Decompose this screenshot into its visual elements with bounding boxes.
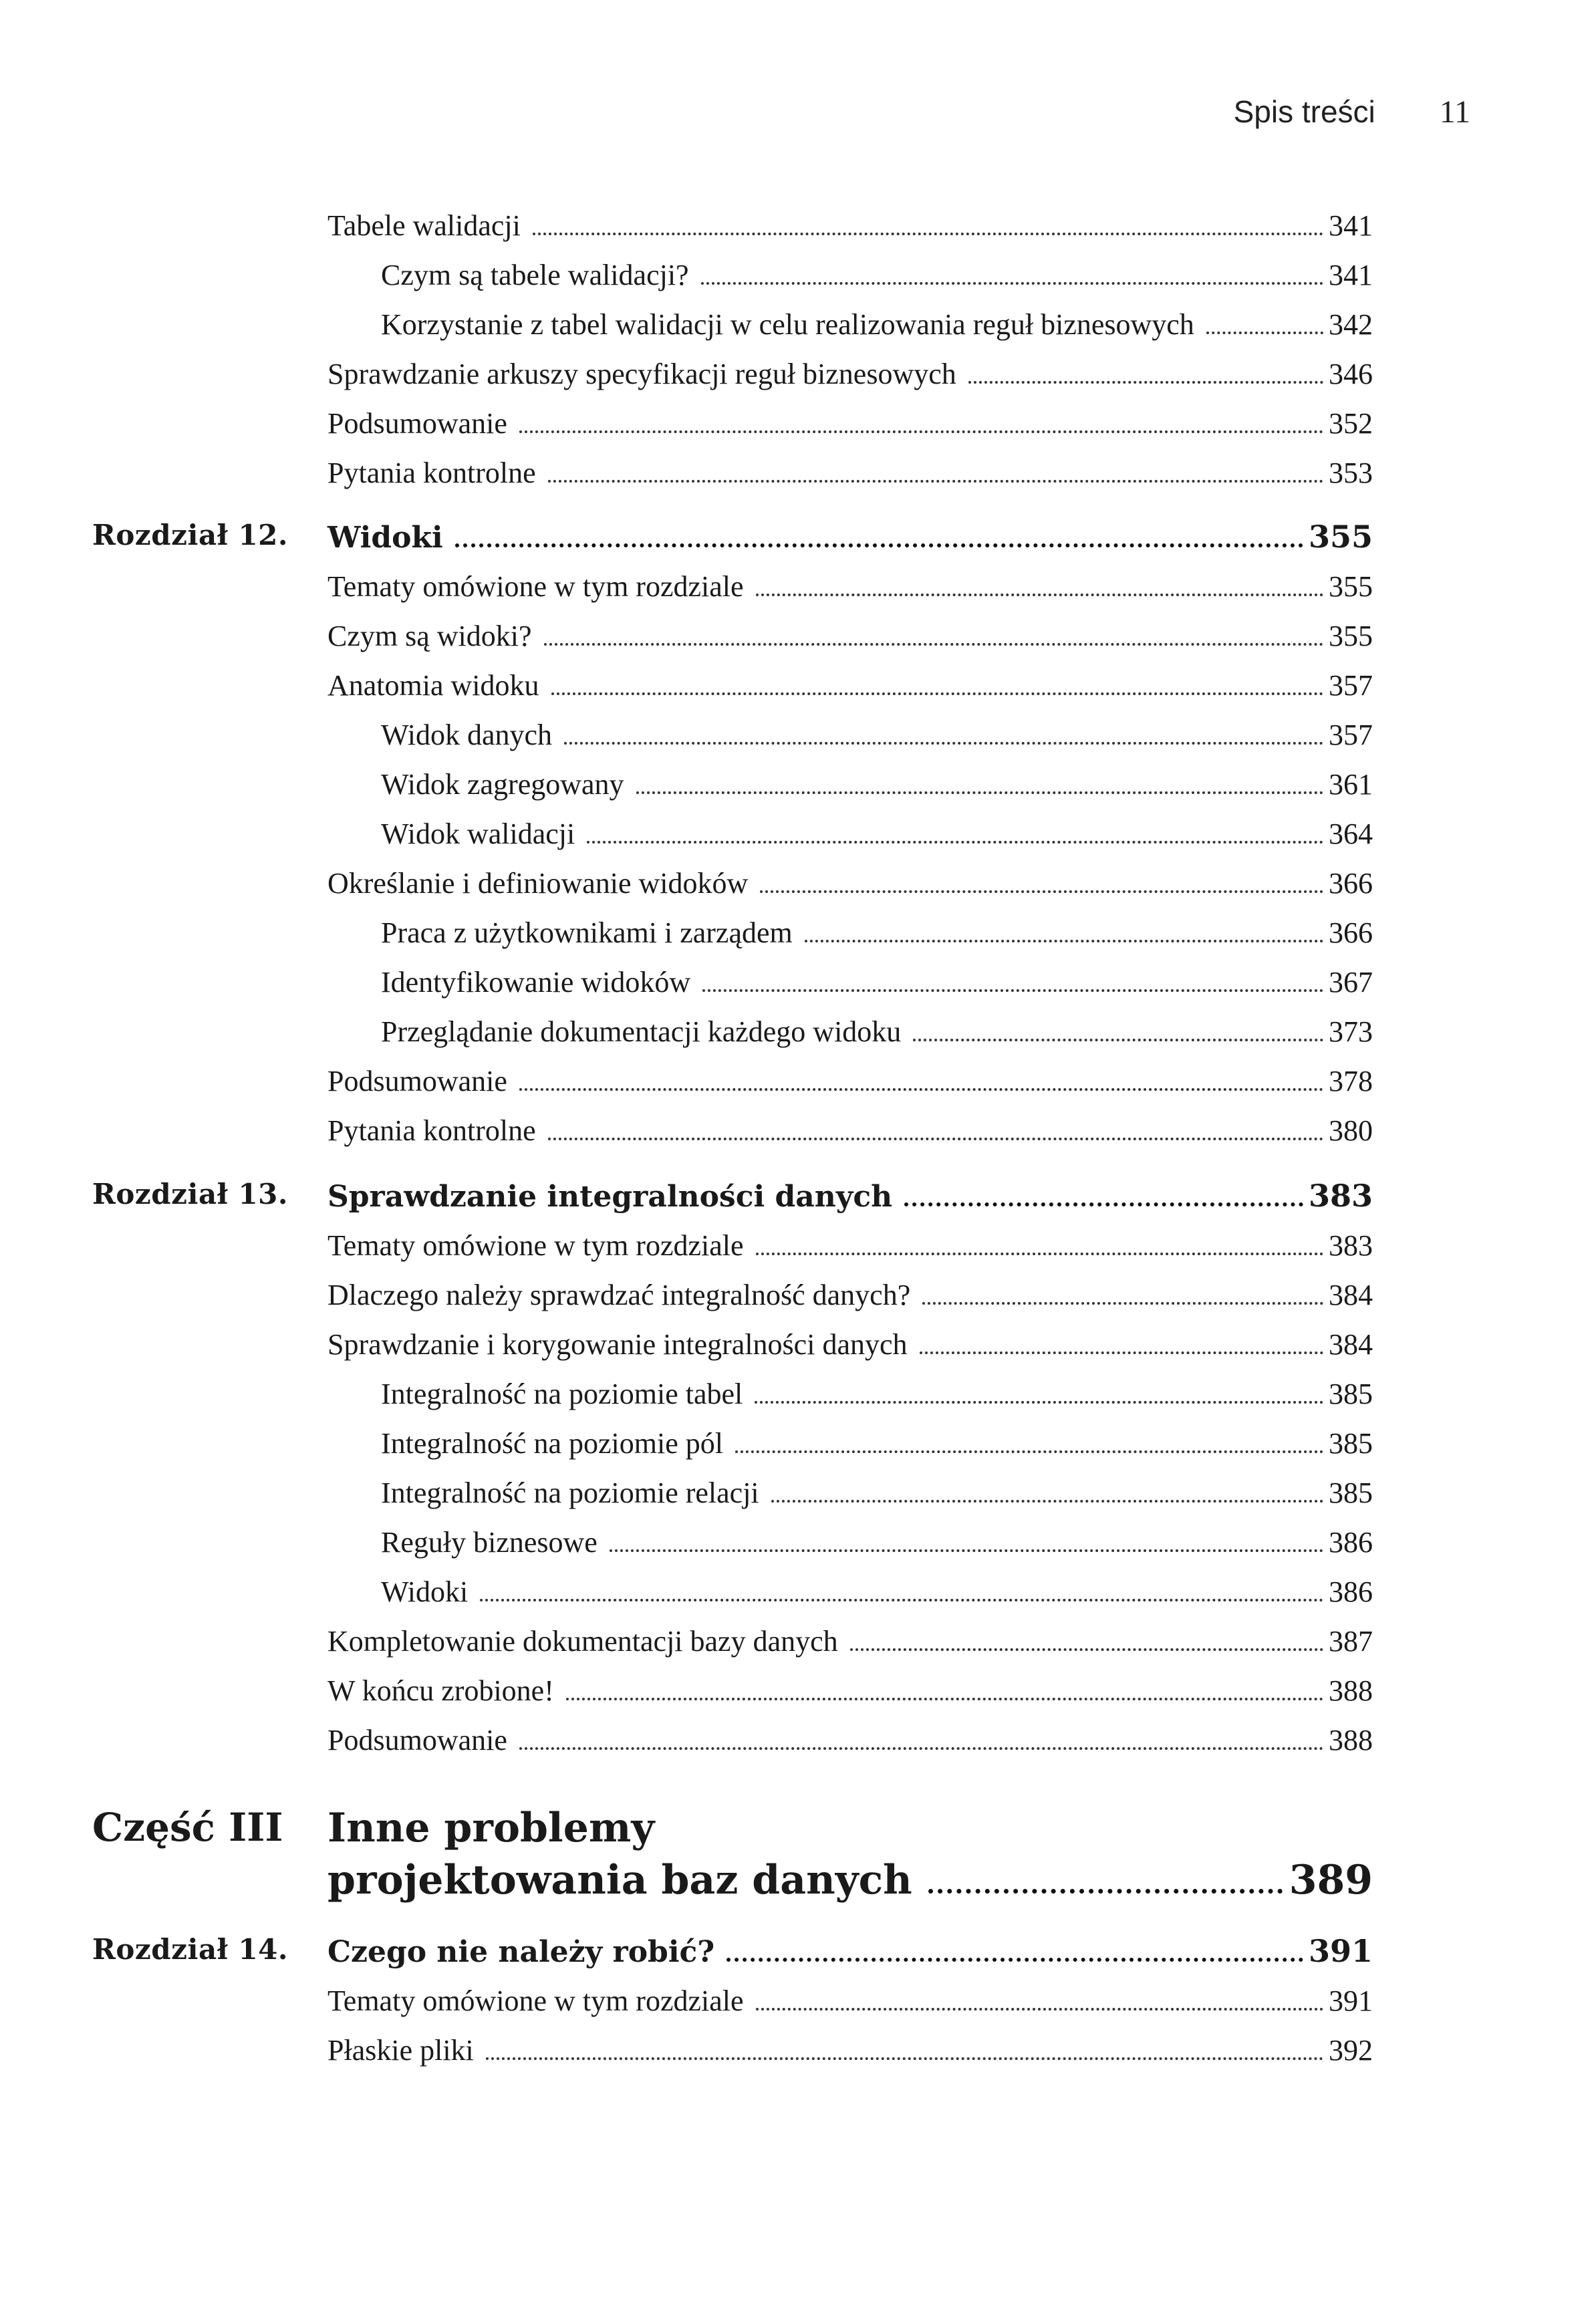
dot-leader [702, 989, 1323, 992]
toc-entry-title: Tematy omówione w tym rozdziale [327, 1984, 744, 2017]
dot-leader [1206, 332, 1323, 334]
toc-entry [327, 1327, 1373, 1362]
toc-entry [327, 1984, 1373, 2018]
dot-leader [480, 1599, 1323, 1601]
toc-entry [381, 1525, 1373, 1559]
toc-entry-title: Sprawdzanie arkuszy specyfikacji reguł biznesowych [327, 358, 956, 390]
toc-entry-title: W końcu zrobione! [327, 1674, 554, 1707]
toc-entry [381, 817, 1373, 851]
toc-entry-title: Widoki [381, 1575, 469, 1608]
chapter-label: Rozdział 13. [92, 1178, 289, 1210]
toc-entry [327, 456, 1373, 490]
toc-entry-page: 380 [1329, 1114, 1373, 1147]
dot-leader [922, 1302, 1323, 1305]
dot-leader [756, 594, 1323, 596]
toc-entry-title: Widok danych [381, 719, 553, 751]
toc-entry-title: Tematy omówione w tym rozdziale [327, 570, 744, 603]
toc-entry-page: 353 [1329, 457, 1373, 489]
toc-entry-title: Określanie i definiowanie widoków [327, 867, 749, 900]
toc-entry-title: Płaskie pliki [327, 2034, 474, 2067]
dot-leader [548, 1138, 1323, 1140]
toc-entry-page: 385 [1329, 1427, 1373, 1460]
toc-entry-page: 364 [1329, 817, 1373, 850]
toc-entry-title: Pytania kontrolne [327, 1114, 536, 1147]
dot-leader [850, 1648, 1323, 1651]
part-title: Inne problemy [327, 1805, 655, 1851]
toc-entry [327, 1723, 1373, 1757]
toc-entry-page: 357 [1329, 719, 1373, 751]
toc-entry [327, 866, 1373, 900]
part-page: 389 [1289, 1857, 1373, 1904]
toc-entry-title: Integralność na poziomie tabel [381, 1378, 743, 1410]
toc-entry-page: 388 [1329, 1724, 1373, 1757]
toc-entry-page: 391 [1329, 1984, 1373, 2017]
page-header [1234, 94, 1470, 140]
dot-leader [913, 1039, 1323, 1041]
chapter-title: Czego nie należy robić? [327, 1935, 715, 1969]
toc-entry-title: Dlaczego należy sprawdzać integralność danych? [327, 1279, 911, 1311]
dot-leader [519, 430, 1323, 433]
dot-leader [726, 1958, 1303, 1962]
toc-entry-page: 361 [1329, 768, 1373, 801]
dot-leader [587, 841, 1323, 844]
dot-leader [771, 1500, 1323, 1503]
toc-entry [327, 668, 1373, 702]
dot-leader [533, 233, 1323, 235]
dot-leader [755, 1401, 1323, 1404]
toc-entry-title: Czym są widoki? [327, 620, 532, 652]
toc-entry-page: 386 [1329, 1526, 1373, 1559]
toc-entry [381, 307, 1373, 342]
dot-leader [636, 791, 1323, 794]
toc-entry [381, 258, 1373, 292]
toc-entry [327, 1278, 1373, 1312]
dot-leader [756, 1253, 1323, 1255]
part-entry [327, 1857, 1373, 1904]
toc-entry-page: 384 [1329, 1279, 1373, 1311]
toc-entry-page: 378 [1329, 1065, 1373, 1098]
toc-entry-title: Praca z użytkownikami i zarządem [381, 916, 793, 949]
toc-entry [327, 357, 1373, 391]
toc-entry-page: 341 [1329, 259, 1373, 291]
toc-entry-title: Tematy omówione w tym rozdziale [327, 1229, 744, 1262]
toc-entry [381, 965, 1373, 999]
toc-entry-title: Przeglądanie dokumentacji każdego widoku [381, 1015, 902, 1048]
toc-entry-page: 367 [1329, 966, 1373, 999]
dot-leader [548, 480, 1323, 483]
toc-entry-page: 366 [1329, 867, 1373, 900]
toc-entry-title: Sprawdzanie i korygowanie integralności danych [327, 1328, 908, 1361]
toc-entry-title: Tabele walidacji [327, 209, 521, 242]
toc-entry-page: 385 [1329, 1378, 1373, 1410]
toc-entry-page: 342 [1329, 308, 1373, 341]
dot-leader [564, 742, 1323, 745]
dot-leader [455, 543, 1303, 547]
toc-entry [327, 2033, 1373, 2067]
toc-entry [327, 619, 1373, 653]
toc-entry-page: 352 [1329, 407, 1373, 440]
chapter-title: Sprawdzanie integralności danych [327, 1180, 893, 1214]
toc-entry-page: 355 [1329, 620, 1373, 652]
toc-entry-title: Kompletowanie dokumentacji bazy danych [327, 1625, 838, 1658]
chapter-entry [327, 1933, 1373, 1970]
dot-leader [760, 890, 1323, 893]
toc-entry-page: 346 [1329, 358, 1373, 390]
toc-entry-title: Podsumowanie [327, 407, 507, 440]
toc-entry [381, 1426, 1373, 1460]
toc-entry-title: Widok zagregowany [381, 768, 624, 801]
running-header-title: Spis treści [1233, 94, 1375, 129]
dot-leader [519, 1747, 1323, 1750]
toc-entry [381, 1476, 1373, 1510]
toc-entry-page: 366 [1329, 916, 1373, 949]
toc-entry-page: 388 [1329, 1674, 1373, 1707]
toc-entry [327, 1064, 1373, 1098]
toc-entry [381, 767, 1373, 801]
toc-entry [327, 1114, 1373, 1148]
dot-leader [920, 1351, 1324, 1354]
toc-entry [381, 916, 1373, 950]
dot-leader [701, 282, 1323, 285]
toc-entry [327, 1624, 1373, 1658]
dot-leader [735, 1450, 1323, 1453]
toc-entry-page: 357 [1329, 669, 1373, 702]
toc-entry-title: Integralność na poziomie pól [381, 1427, 723, 1460]
toc-entry-page: 385 [1329, 1476, 1373, 1509]
toc-entry [327, 406, 1373, 440]
toc-entry-title: Podsumowanie [327, 1724, 507, 1757]
dot-leader [519, 1088, 1323, 1091]
toc-entry-title: Czym są tabele walidacji? [381, 259, 689, 291]
chapter-entry [327, 1178, 1373, 1214]
dot-leader [551, 692, 1323, 695]
toc-entry-page: 355 [1329, 570, 1373, 603]
page-number: 11 [1439, 94, 1470, 130]
dot-leader [610, 1549, 1323, 1552]
part-label: Część III [92, 1805, 283, 1850]
toc-entry-title: Reguły biznesowe [381, 1526, 598, 1559]
dot-leader [968, 381, 1323, 384]
toc-entry-title: Integralność na poziomie relacji [381, 1476, 759, 1509]
toc-entry-page: 341 [1329, 209, 1373, 242]
chapter-page: 355 [1308, 519, 1373, 555]
toc-entry [381, 1575, 1373, 1609]
toc-entry [327, 209, 1373, 243]
toc-entry-title: Widok walidacji [381, 817, 575, 850]
toc-entry-title: Podsumowanie [327, 1065, 507, 1098]
chapter-title: Widoki [327, 521, 443, 555]
chapter-page: 391 [1308, 1933, 1373, 1969]
toc-entry-page: 384 [1329, 1328, 1373, 1361]
toc-entry-page: 387 [1329, 1625, 1373, 1658]
dot-leader [544, 643, 1323, 646]
toc-entry [381, 718, 1373, 752]
toc-entry-title: Korzystanie z tabel walidacji w celu realizowania reguł biznesowych [381, 308, 1194, 341]
toc-entry [327, 1674, 1373, 1708]
toc-entry [327, 569, 1373, 604]
toc-entry-page: 373 [1329, 1015, 1373, 1048]
toc-entry [327, 1229, 1373, 1263]
chapter-label: Rozdział 12. [92, 519, 289, 551]
dot-leader [756, 2008, 1323, 2011]
dot-leader [566, 1698, 1323, 1700]
chapter-label: Rozdział 14. [92, 1933, 289, 1966]
toc-entry-page: 392 [1329, 2034, 1373, 2067]
toc-entry-page: 386 [1329, 1575, 1373, 1608]
toc-entry [381, 1377, 1373, 1411]
chapter-page: 383 [1308, 1178, 1373, 1214]
dot-leader [486, 2057, 1323, 2060]
dot-leader [805, 940, 1323, 942]
toc-entry [381, 1015, 1373, 1049]
toc-entry-title: Identyfikowanie widoków [381, 966, 691, 999]
toc-entry-title: Anatomia widoku [327, 669, 539, 702]
part-title-continued: projektowania baz danych [327, 1857, 912, 1904]
toc-entry-title: Pytania kontrolne [327, 457, 536, 489]
chapter-entry [327, 519, 1373, 555]
dot-leader [904, 1202, 1303, 1206]
toc-entry-page: 383 [1329, 1229, 1373, 1262]
dot-leader [928, 1889, 1283, 1894]
